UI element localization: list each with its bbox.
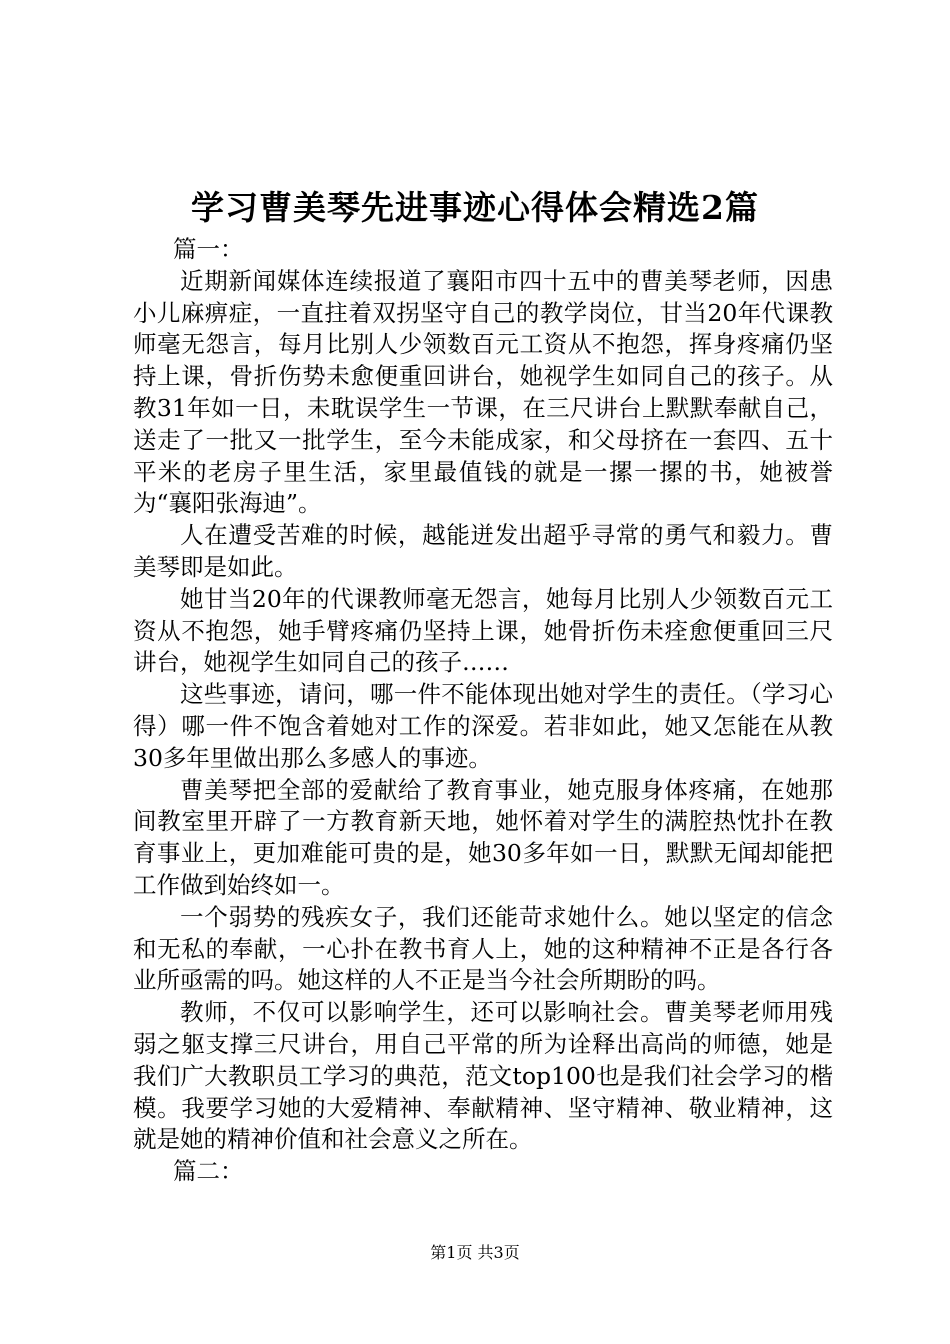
paragraph: 她甘当20年的代课教师毫无怨言，她每月比别人少领数百元工资从不抱怨，她手臂疼痛仍坚持上课，她骨折伤未痊愈便重回三尺讲台，她视学生如同自己的孩子……: [133, 584, 833, 677]
page-number-footer: 第1页 共3页: [430, 1243, 520, 1262]
paragraph: 曹美琴把全部的爱献给了教育事业，她克服身体疼痛，在她那间教室里开辟了一方教育新天地，她怀着对学生的满腔热忱扑在教育事业上，更加难能可贵的是，她30多年如一日，默默无闻却能把工作做到始终如一。: [133, 775, 833, 899]
paragraph: 这些事迹，请问，哪一件不能体现出她对学生的责任。（学习心得）哪一件不饱含着她对工作的深爱。若非如此，她又怎能在从教30多年里做出那么多感人的事迹。: [133, 680, 833, 772]
paragraph: 教师，不仅可以影响学生，还可以影响社会。曹美琴老师用残弱之躯支撑三尺讲台，用自己平常的所为诠释出高尚的师德，她是我们广大教职员工学习的典范，范文top100也是我们社会学习的楷模。我要学习她的大爱精神、奉献精神、坚守精神、敬业精神，这就是她的精神价值和社会意义之所在。: [133, 998, 833, 1154]
paragraph: 人在遭受苦难的时候，越能迸发出超乎寻常的勇气和毅力。曹美琴即是如此。: [133, 521, 833, 581]
paragraph: 近期新闻媒体连续报道了襄阳市四十五中的曹美琴老师，因患小儿麻痹症，一直拄着双拐坚守自己的教学岗位，甘当20年代课教师毫无怨言，每月比别人少领数百元工资从不抱怨，挥身疼痛仍坚持上课，骨折伤势未愈便重回讲台，她视学生如同自己的孩子。从教31年如一日，未耽误学生一节课，在三尺讲台上默默奉献自己，送走了一批又一批学生，至今未能成家，和父母挤在一套四、五十平米的老房子里生活，家里最值钱的就是一摞一摞的书，她被誉为“襄阳张海迪”。: [133, 266, 833, 518]
section-heading-two: 篇二：: [173, 1157, 244, 1186]
section-heading-one: 篇一：: [173, 235, 244, 263]
document-body: [133, 234, 833, 1188]
paragraph: 一个弱势的残疾女子，我们还能苛求她什么。她以坚定的信念和无私的奉献，一心扑在教书育人上，她的这种精神不正是各行各业所亟需的吗。她这样的人不正是当今社会所期盼的吗。: [133, 902, 833, 995]
document-title: 学习曹美琴先进事迹心得体会精选2篇: [191, 188, 759, 227]
